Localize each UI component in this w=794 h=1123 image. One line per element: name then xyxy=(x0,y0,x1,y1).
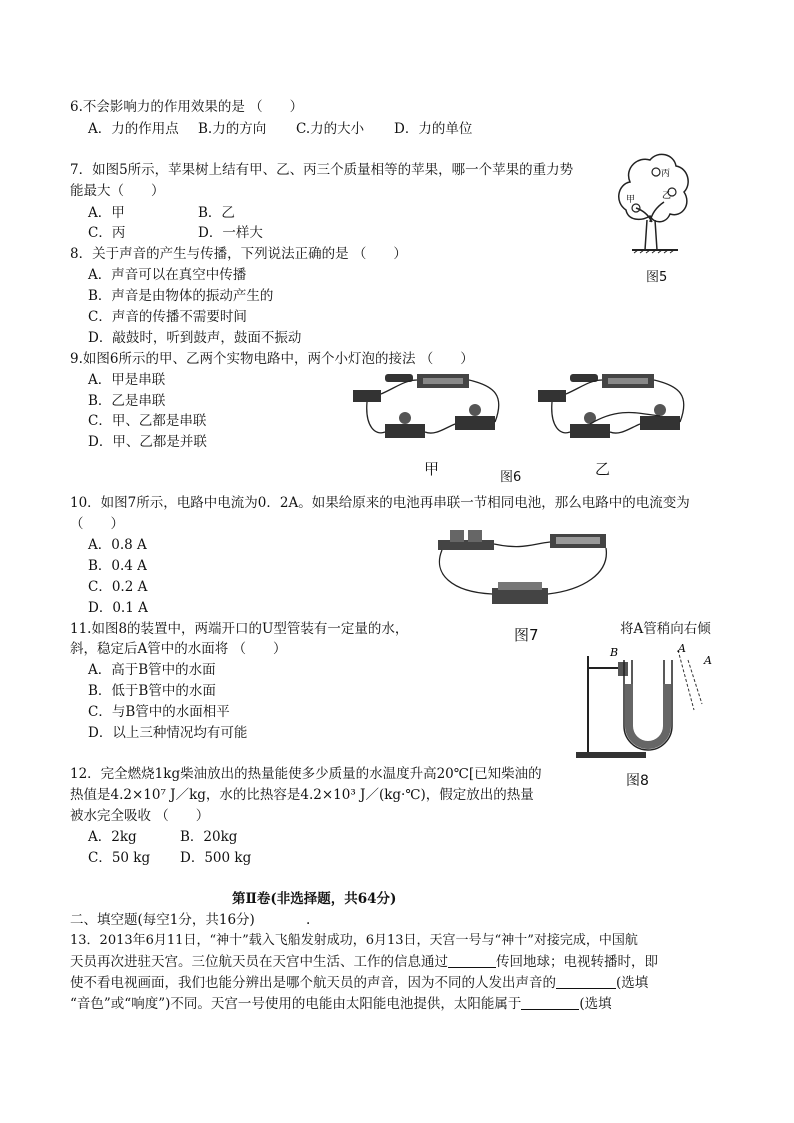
q9-option-c: C．甲、乙都是串联 xyxy=(88,413,207,429)
figure-8-caption: 图8 xyxy=(626,773,649,789)
q7-stem-line2: 能最大（ ） xyxy=(70,183,165,199)
q10-stem-line2: （ ） xyxy=(70,516,124,532)
circuit-yi xyxy=(538,374,684,438)
q7-stem-line1: 7．如图5所示，苹果树上结有甲、乙、丙三个质量相等的苹果，哪一个苹果的重力势 xyxy=(70,162,574,178)
q13-line2-text-b: 传回地球；电视转播时，即 xyxy=(496,954,658,970)
q13-blank-2[interactable] xyxy=(556,974,616,989)
figure-8-u-tube xyxy=(574,640,724,762)
q13-blank-3[interactable] xyxy=(521,995,579,1010)
q12-option-b: B．20kg xyxy=(180,829,238,845)
q10-option-c: C．0.2 A xyxy=(88,579,148,595)
circuit-jia xyxy=(353,374,499,438)
q12-option-c: C．50 kg xyxy=(88,850,151,866)
q11-option-a: A．高于B管中的水面 xyxy=(88,662,216,678)
q6-option-d: D．力的单位 xyxy=(394,121,473,137)
figure-6-label-jia: 甲 xyxy=(424,460,440,478)
figure-7-caption: 图7 xyxy=(514,626,539,644)
figure-7-circuit xyxy=(432,524,612,616)
tube-label-a: A xyxy=(678,642,686,655)
q10-stem-line1: 10．如图7所示，电路中电流为0．2A。如果给原来的电池再串联一节相同电池，那么电路中的电流变为 xyxy=(70,495,690,511)
q13-line3 xyxy=(70,974,648,992)
q7-option-b: B．乙 xyxy=(198,205,235,221)
fruit-label-jia: 甲 xyxy=(626,195,636,205)
q8-stem: 8．关于声音的产生与传播，下列说法正确的是 （ ） xyxy=(70,246,407,262)
tube-label-a-tilted: A xyxy=(704,654,712,667)
q13-line4 xyxy=(70,995,612,1013)
q10-option-b: B．0.4 A xyxy=(88,558,147,574)
figure-6-label-yi: 乙 xyxy=(595,460,611,478)
q13-line2-text-a: 天员再次进驻天宫。三位航天员在天宫中生活、工作的信息通过 xyxy=(70,954,448,970)
q11-stem-line1a: 11.如图8的装置中，两端开口的U型管装有一定量的水， xyxy=(70,621,409,637)
q10-option-d: D．0.1 A xyxy=(88,600,148,616)
q11-stem-line1b: 将A管稍向右倾 xyxy=(620,621,711,637)
q12-option-a: A．2kg xyxy=(88,829,137,845)
q13-line2 xyxy=(70,953,658,971)
tube-label-b: B xyxy=(610,646,619,659)
figure-6-caption: 图6 xyxy=(500,470,522,485)
q13-line4-text-b: (选填 xyxy=(579,996,612,1012)
q6-option-c: C.力的大小 xyxy=(296,121,365,137)
q13-line4-text-a: “音色”或“响度”)不同。天宫一号使用的电能由太阳能电池提供，太阳能属于 xyxy=(70,996,522,1012)
q12-stem-line2: 热值是4.2×10⁷ J／kg，水的比热容是4.2×10³ J／(kg·℃)，假定放出的热量 xyxy=(70,787,534,803)
q8-option-a: A．声音可以在真空中传播 xyxy=(88,267,247,283)
q12-stem-line1: 12．完全燃烧1kg柴油放出的热量能使多少质量的水温度升高20℃[已知柴油的 xyxy=(70,766,542,782)
q11-option-b: B．低于B管中的水面 xyxy=(88,683,216,699)
q8-option-b: B．声音是由物体的振动产生的 xyxy=(88,288,274,304)
figure-6-circuits xyxy=(345,366,695,446)
q13-blank-1[interactable] xyxy=(448,953,496,968)
figure-5-caption: 图5 xyxy=(646,270,668,285)
q8-option-d: D．敲鼓时，听到鼓声，鼓面不振动 xyxy=(88,330,302,346)
fruit-label-yi: 乙 xyxy=(662,191,672,201)
q9-stem: 9.如图6所示的甲、乙两个实物电路中，两个小灯泡的接法 （ ） xyxy=(70,351,474,367)
q7-option-a: A．甲 xyxy=(88,205,125,221)
section2-title: 第Ⅱ卷(非选择题，共64分) xyxy=(232,891,397,907)
q6-option-a: A．力的作用点 xyxy=(88,121,179,137)
q11-stem-line2: 斜，稳定后A管中的水面将 （ ） xyxy=(70,641,287,657)
figure-5-apple-tree xyxy=(614,150,694,268)
q13-line3-text-b: (选填 xyxy=(616,975,649,991)
q11-option-c: C．与B管中的水面相平 xyxy=(88,704,230,720)
q13-line3-text-a: 使不看电视画面，我们也能分辨出是哪个航天员的声音，因为不同的人发出声音的 xyxy=(70,975,556,991)
section2-part-heading: 二、填空题(每空1分，共16分) xyxy=(70,912,255,928)
q9-option-d: D．甲、乙都是并联 xyxy=(88,434,207,450)
q10-option-a: A．0.8 A xyxy=(88,537,147,553)
q12-option-d: D．500 kg xyxy=(180,850,252,866)
q7-option-d: D．一样大 xyxy=(198,225,263,241)
q11-option-d: D．以上三种情况均有可能 xyxy=(88,725,248,741)
fruit-label-bing: 丙 xyxy=(661,169,671,179)
q12-stem-line3: 被水完全吸收 （ ） xyxy=(70,808,210,824)
q9-option-b: B．乙是串联 xyxy=(88,393,166,409)
q13-line1: 13．2013年6月11日，“神十”载入飞船发射成功，6月13日，天宫一号与“神十”对接完成，中国航 xyxy=(70,933,638,948)
section2-part-dot: . xyxy=(306,912,311,928)
q8-option-c: C．声音的传播不需要时间 xyxy=(88,309,247,325)
q9-option-a: A．甲是串联 xyxy=(88,372,166,388)
q7-option-c: C．丙 xyxy=(88,225,126,241)
q6-stem: 6.不会影响力的作用效果的是 （ ） xyxy=(70,99,304,115)
q6-option-b: B.力的方向 xyxy=(198,121,267,137)
